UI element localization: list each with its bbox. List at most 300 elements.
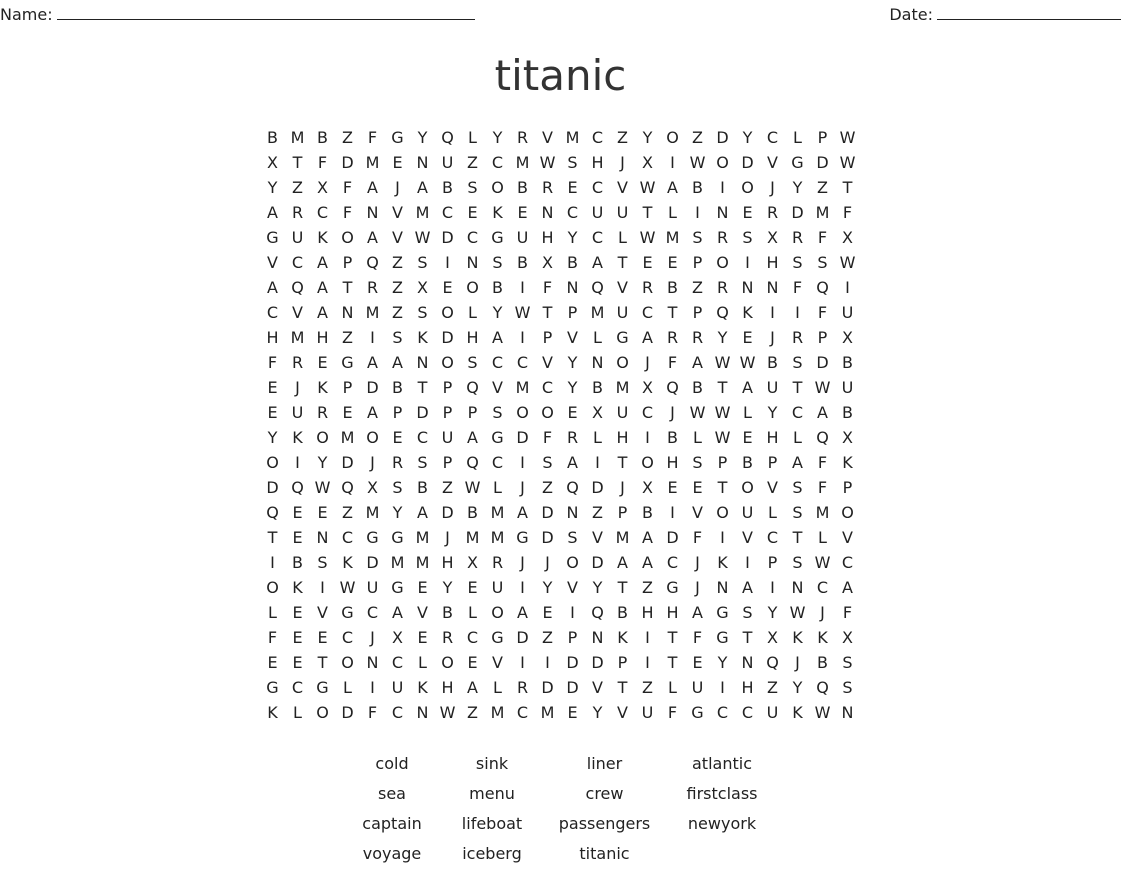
- grid-letter: L: [593, 328, 602, 347]
- grid-letter: C: [491, 353, 504, 372]
- grid-letter: E: [542, 603, 553, 622]
- grid-letter: F: [817, 453, 828, 472]
- grid-letter: A: [642, 528, 653, 547]
- grid-letter: T: [317, 653, 328, 672]
- grid-letter: H: [541, 228, 554, 247]
- grid-letter: O: [316, 703, 329, 722]
- grid-letter: I: [520, 578, 525, 597]
- grid-letter: W: [839, 153, 856, 172]
- grid-letter: Z: [467, 153, 478, 172]
- grid-letter: P: [392, 403, 403, 422]
- grid-letter: G: [366, 528, 379, 547]
- grid-letter: L: [768, 503, 777, 522]
- grid-letter: F: [792, 278, 803, 297]
- grid-letter: A: [267, 278, 278, 297]
- grid-letter: M: [815, 503, 830, 522]
- grid-letter: G: [491, 228, 504, 247]
- grid-letter: G: [316, 678, 329, 697]
- grid-letter: C: [341, 528, 354, 547]
- grid-letter: K: [317, 378, 328, 397]
- grid-letter: O: [616, 353, 629, 372]
- grid-letter: M: [365, 303, 380, 322]
- grid-letter: A: [592, 253, 603, 272]
- grid-letter: H: [616, 428, 629, 447]
- grid-letter: O: [741, 178, 754, 197]
- grid-letter: F: [342, 203, 353, 222]
- grid-letter: Q: [441, 128, 454, 147]
- grid-letter: T: [742, 628, 753, 647]
- grid-letter: E: [742, 428, 753, 447]
- grid-letter: X: [642, 153, 653, 172]
- grid-letter: A: [367, 228, 378, 247]
- grid-letter: U: [691, 678, 704, 697]
- grid-letter: M: [615, 528, 630, 547]
- grid-letter: Y: [567, 378, 578, 397]
- grid-letter: A: [417, 503, 428, 522]
- grid-letter: I: [720, 678, 725, 697]
- grid-letter: D: [441, 328, 454, 347]
- grid-letter: Q: [816, 428, 829, 447]
- grid-letter: A: [367, 178, 378, 197]
- grid-letter: O: [666, 128, 679, 147]
- grid-letter: E: [292, 628, 303, 647]
- grid-letter: I: [745, 253, 750, 272]
- grid-letter: I: [295, 453, 300, 472]
- grid-letter: C: [741, 703, 754, 722]
- grid-letter: V: [392, 203, 403, 222]
- grid-letter: U: [641, 703, 654, 722]
- grid-letter: L: [743, 403, 752, 422]
- grid-letter: O: [266, 578, 279, 597]
- word-list: [342, 752, 777, 872]
- grid-letter: C: [466, 628, 479, 647]
- word-list-item: liner: [586, 754, 623, 773]
- grid-letter: D: [516, 628, 529, 647]
- grid-letter: D: [441, 503, 454, 522]
- grid-letter: M: [390, 553, 405, 572]
- grid-letter: S: [492, 403, 503, 422]
- grid-letter: P: [567, 303, 578, 322]
- grid-row: [260, 450, 860, 475]
- grid-letter: O: [316, 428, 329, 447]
- grid-letter: B: [817, 653, 828, 672]
- grid-letter: V: [292, 303, 303, 322]
- grid-letter: M: [290, 128, 305, 147]
- grid-letter: I: [520, 278, 525, 297]
- grid-letter: A: [467, 678, 478, 697]
- name-field: [0, 4, 475, 25]
- grid-letter: B: [667, 278, 678, 297]
- grid-letter: S: [842, 678, 853, 697]
- grid-letter: J: [520, 478, 525, 497]
- grid-letter: P: [817, 128, 828, 147]
- grid-letter: B: [292, 553, 303, 572]
- grid-letter: D: [541, 528, 554, 547]
- grid-letter: I: [445, 253, 450, 272]
- grid-letter: M: [340, 428, 355, 447]
- grid-letter: I: [670, 153, 675, 172]
- grid-letter: R: [716, 228, 729, 247]
- grid-letter: H: [766, 253, 779, 272]
- grid-letter: O: [266, 453, 279, 472]
- grid-letter: X: [542, 253, 553, 272]
- grid-letter: D: [516, 428, 529, 447]
- grid-letter: A: [267, 203, 278, 222]
- grid-letter: O: [341, 228, 354, 247]
- grid-letter: J: [620, 153, 625, 172]
- grid-letter: J: [520, 553, 525, 572]
- grid-letter: E: [317, 628, 328, 647]
- grid-letter: T: [642, 203, 653, 222]
- grid-letter: A: [417, 178, 428, 197]
- grid-letter: W: [439, 703, 456, 722]
- grid-letter: Y: [717, 653, 728, 672]
- grid-letter: H: [666, 453, 679, 472]
- grid-letter: A: [492, 328, 503, 347]
- grid-letter: X: [317, 178, 328, 197]
- grid-letter: E: [292, 528, 303, 547]
- grid-letter: A: [367, 403, 378, 422]
- grid-letter: B: [617, 603, 628, 622]
- grid-letter: U: [616, 203, 629, 222]
- grid-letter: O: [441, 353, 454, 372]
- grid-letter: Z: [292, 178, 303, 197]
- grid-letter: G: [266, 228, 279, 247]
- grid-letter: L: [793, 428, 802, 447]
- grid-letter: P: [467, 403, 478, 422]
- grid-letter: J: [395, 178, 400, 197]
- grid-letter: V: [617, 278, 628, 297]
- grid-letter: U: [366, 578, 379, 597]
- grid-letter: E: [292, 603, 303, 622]
- grid-letter: G: [491, 428, 504, 447]
- grid-letter: C: [366, 603, 379, 622]
- grid-letter: H: [441, 553, 454, 572]
- grid-letter: I: [570, 603, 575, 622]
- grid-letter: T: [542, 303, 553, 322]
- grid-letter: Y: [417, 128, 428, 147]
- grid-letter: R: [791, 228, 804, 247]
- grid-letter: O: [441, 653, 454, 672]
- grid-letter: E: [292, 653, 303, 672]
- grid-letter: U: [516, 228, 529, 247]
- grid-letter: C: [291, 253, 304, 272]
- grid-letter: R: [516, 128, 529, 147]
- grid-letter: P: [692, 303, 703, 322]
- grid-letter: U: [841, 378, 854, 397]
- grid-letter: P: [617, 503, 628, 522]
- grid-letter: D: [816, 353, 829, 372]
- grid-letter: O: [366, 428, 379, 447]
- grid-letter: Q: [666, 378, 679, 397]
- grid-letter: Z: [467, 703, 478, 722]
- grid-letter: J: [620, 478, 625, 497]
- grid-letter: Y: [592, 578, 603, 597]
- grid-letter: V: [567, 328, 578, 347]
- grid-letter: S: [692, 228, 703, 247]
- grid-letter: Z: [692, 278, 703, 297]
- grid-letter: D: [666, 528, 679, 547]
- grid-letter: W: [814, 378, 831, 397]
- grid-letter: S: [792, 353, 803, 372]
- grid-letter: E: [417, 578, 428, 597]
- grid-letter: V: [692, 503, 703, 522]
- grid-letter: G: [341, 353, 354, 372]
- grid-row: [260, 650, 860, 675]
- grid-letter: X: [842, 428, 853, 447]
- grid-letter: K: [417, 328, 428, 347]
- grid-letter: B: [592, 378, 603, 397]
- grid-letter: A: [317, 278, 328, 297]
- grid-letter: Z: [342, 128, 353, 147]
- grid-letter: N: [416, 703, 429, 722]
- grid-letter: N: [566, 278, 579, 297]
- grid-letter: N: [841, 703, 854, 722]
- grid-letter: G: [391, 578, 404, 597]
- grid-letter: G: [516, 528, 529, 547]
- grid-letter: Y: [392, 503, 403, 522]
- grid-letter: R: [541, 178, 554, 197]
- grid-letter: D: [541, 678, 554, 697]
- grid-letter: T: [717, 478, 728, 497]
- grid-letter: Q: [816, 278, 829, 297]
- name-blank-line: [57, 4, 475, 20]
- grid-letter: D: [341, 153, 354, 172]
- grid-letter: F: [667, 353, 678, 372]
- grid-letter: U: [616, 403, 629, 422]
- grid-letter: Y: [742, 128, 753, 147]
- grid-letter: C: [516, 703, 529, 722]
- grid-letter: A: [817, 403, 828, 422]
- grid-letter: N: [791, 578, 804, 597]
- grid-letter: N: [416, 153, 429, 172]
- grid-letter: V: [742, 528, 753, 547]
- grid-letter: T: [342, 278, 353, 297]
- grid-letter: R: [691, 328, 704, 347]
- grid-letter: S: [842, 653, 853, 672]
- grid-letter: M: [515, 153, 530, 172]
- grid-letter: L: [343, 678, 352, 697]
- grid-letter: X: [267, 153, 278, 172]
- word-list-item: newyork: [687, 814, 757, 833]
- grid-letter: Z: [542, 628, 553, 647]
- grid-row: [260, 675, 860, 700]
- grid-letter: D: [566, 653, 579, 672]
- grid-letter: C: [466, 228, 479, 247]
- grid-letter: Z: [342, 503, 353, 522]
- grid-letter: G: [266, 678, 279, 697]
- grid-letter: L: [793, 128, 802, 147]
- grid-letter: L: [593, 428, 602, 447]
- grid-letter: S: [542, 453, 553, 472]
- grid-row: [260, 625, 860, 650]
- grid-letter: G: [341, 603, 354, 622]
- grid-letter: P: [342, 253, 353, 272]
- grid-letter: K: [742, 303, 753, 322]
- grid-letter: R: [366, 278, 379, 297]
- grid-letter: F: [267, 353, 278, 372]
- grid-letter: W: [839, 128, 856, 147]
- grid-letter: H: [441, 678, 454, 697]
- date-label: Date:: [889, 5, 933, 24]
- grid-letter: A: [517, 603, 528, 622]
- name-label: Name:: [0, 5, 53, 24]
- grid-letter: J: [820, 603, 825, 622]
- grid-letter: W: [739, 353, 756, 372]
- grid-letter: T: [617, 453, 628, 472]
- grid-letter: V: [567, 578, 578, 597]
- grid-letter: Q: [266, 503, 279, 522]
- grid-letter: C: [291, 678, 304, 697]
- grid-letter: O: [491, 603, 504, 622]
- grid-letter: S: [467, 353, 478, 372]
- grid-letter: J: [795, 653, 800, 672]
- grid-letter: M: [540, 703, 555, 722]
- grid-letter: L: [268, 603, 277, 622]
- grid-letter: W: [314, 478, 331, 497]
- grid-letter: P: [717, 453, 728, 472]
- grid-letter: R: [491, 553, 504, 572]
- grid-letter: Z: [442, 478, 453, 497]
- grid-letter: W: [464, 478, 481, 497]
- grid-letter: V: [417, 603, 428, 622]
- grid-letter: C: [391, 653, 404, 672]
- grid-letter: W: [689, 403, 706, 422]
- grid-letter: S: [467, 178, 478, 197]
- grid-letter: Z: [817, 178, 828, 197]
- grid-letter: N: [316, 528, 329, 547]
- grid-letter: K: [817, 628, 828, 647]
- grid-letter: M: [415, 203, 430, 222]
- grid-letter: Q: [466, 453, 479, 472]
- grid-letter: Q: [466, 378, 479, 397]
- grid-letter: X: [592, 403, 603, 422]
- grid-letter: R: [641, 278, 654, 297]
- grid-letter: X: [842, 328, 853, 347]
- grid-letter: S: [817, 253, 828, 272]
- grid-letter: B: [692, 378, 703, 397]
- grid-letter: K: [842, 453, 853, 472]
- grid-letter: A: [642, 553, 653, 572]
- grid-letter: P: [567, 628, 578, 647]
- grid-letter: E: [267, 378, 278, 397]
- grid-letter: F: [267, 628, 278, 647]
- grid-letter: Z: [642, 678, 653, 697]
- grid-letter: M: [665, 228, 680, 247]
- grid-letter: F: [817, 478, 828, 497]
- grid-letter: Y: [492, 128, 503, 147]
- grid-letter: B: [517, 178, 528, 197]
- grid-letter: Q: [766, 653, 779, 672]
- grid-letter: V: [592, 528, 603, 547]
- grid-letter: S: [392, 328, 403, 347]
- grid-letter: C: [666, 553, 679, 572]
- grid-letter: G: [716, 628, 729, 647]
- grid-row: [260, 125, 860, 150]
- grid-letter: V: [317, 603, 328, 622]
- grid-letter: Z: [692, 128, 703, 147]
- grid-letter: K: [267, 703, 278, 722]
- grid-letter: W: [714, 428, 731, 447]
- grid-letter: O: [741, 478, 754, 497]
- grid-letter: R: [291, 203, 304, 222]
- grid-letter: F: [842, 603, 853, 622]
- grid-letter: F: [542, 428, 553, 447]
- grid-letter: I: [645, 428, 650, 447]
- grid-letter: F: [667, 703, 678, 722]
- grid-letter: N: [766, 278, 779, 297]
- grid-letter: D: [416, 403, 429, 422]
- grid-letter: P: [842, 478, 853, 497]
- grid-letter: I: [695, 203, 700, 222]
- grid-letter: M: [365, 503, 380, 522]
- word-search-grid: [260, 125, 860, 725]
- grid-letter: A: [842, 578, 853, 597]
- grid-letter: K: [417, 678, 428, 697]
- grid-letter: R: [291, 353, 304, 372]
- grid-letter: Y: [717, 328, 728, 347]
- word-list-item: crew: [585, 784, 624, 803]
- grid-letter: H: [641, 603, 654, 622]
- grid-letter: P: [442, 378, 453, 397]
- grid-letter: H: [766, 428, 779, 447]
- grid-letter: J: [770, 178, 775, 197]
- grid-letter: D: [591, 478, 604, 497]
- grid-letter: O: [641, 453, 654, 472]
- grid-letter: X: [467, 553, 478, 572]
- grid-letter: W: [689, 153, 706, 172]
- grid-letter: M: [415, 553, 430, 572]
- grid-letter: O: [716, 253, 729, 272]
- grid-letter: E: [417, 628, 428, 647]
- grid-letter: F: [342, 178, 353, 197]
- grid-row: [260, 325, 860, 350]
- grid-letter: P: [442, 403, 453, 422]
- grid-letter: S: [567, 528, 578, 547]
- grid-letter: R: [516, 678, 529, 697]
- grid-letter: M: [515, 378, 530, 397]
- grid-letter: B: [442, 603, 453, 622]
- grid-letter: U: [291, 403, 304, 422]
- grid-letter: Z: [592, 503, 603, 522]
- grid-letter: J: [695, 578, 700, 597]
- grid-letter: B: [267, 128, 278, 147]
- grid-letter: N: [591, 353, 604, 372]
- grid-letter: U: [766, 703, 779, 722]
- grid-letter: X: [842, 228, 853, 247]
- grid-letter: T: [667, 628, 678, 647]
- grid-letter: D: [591, 553, 604, 572]
- grid-letter: L: [668, 678, 677, 697]
- grid-letter: U: [741, 503, 754, 522]
- grid-letter: N: [741, 278, 754, 297]
- grid-letter: C: [766, 528, 779, 547]
- grid-letter: E: [342, 403, 353, 422]
- grid-letter: C: [491, 453, 504, 472]
- grid-letter: E: [567, 403, 578, 422]
- grid-letter: V: [542, 353, 553, 372]
- grid-letter: D: [791, 203, 804, 222]
- grid-row: [260, 400, 860, 425]
- grid-letter: Z: [542, 478, 553, 497]
- word-list-item: cold: [375, 754, 409, 773]
- grid-letter: M: [490, 703, 505, 722]
- grid-letter: Z: [342, 328, 353, 347]
- grid-letter: A: [567, 453, 578, 472]
- grid-letter: A: [792, 453, 803, 472]
- grid-letter: B: [517, 253, 528, 272]
- grid-letter: I: [370, 678, 375, 697]
